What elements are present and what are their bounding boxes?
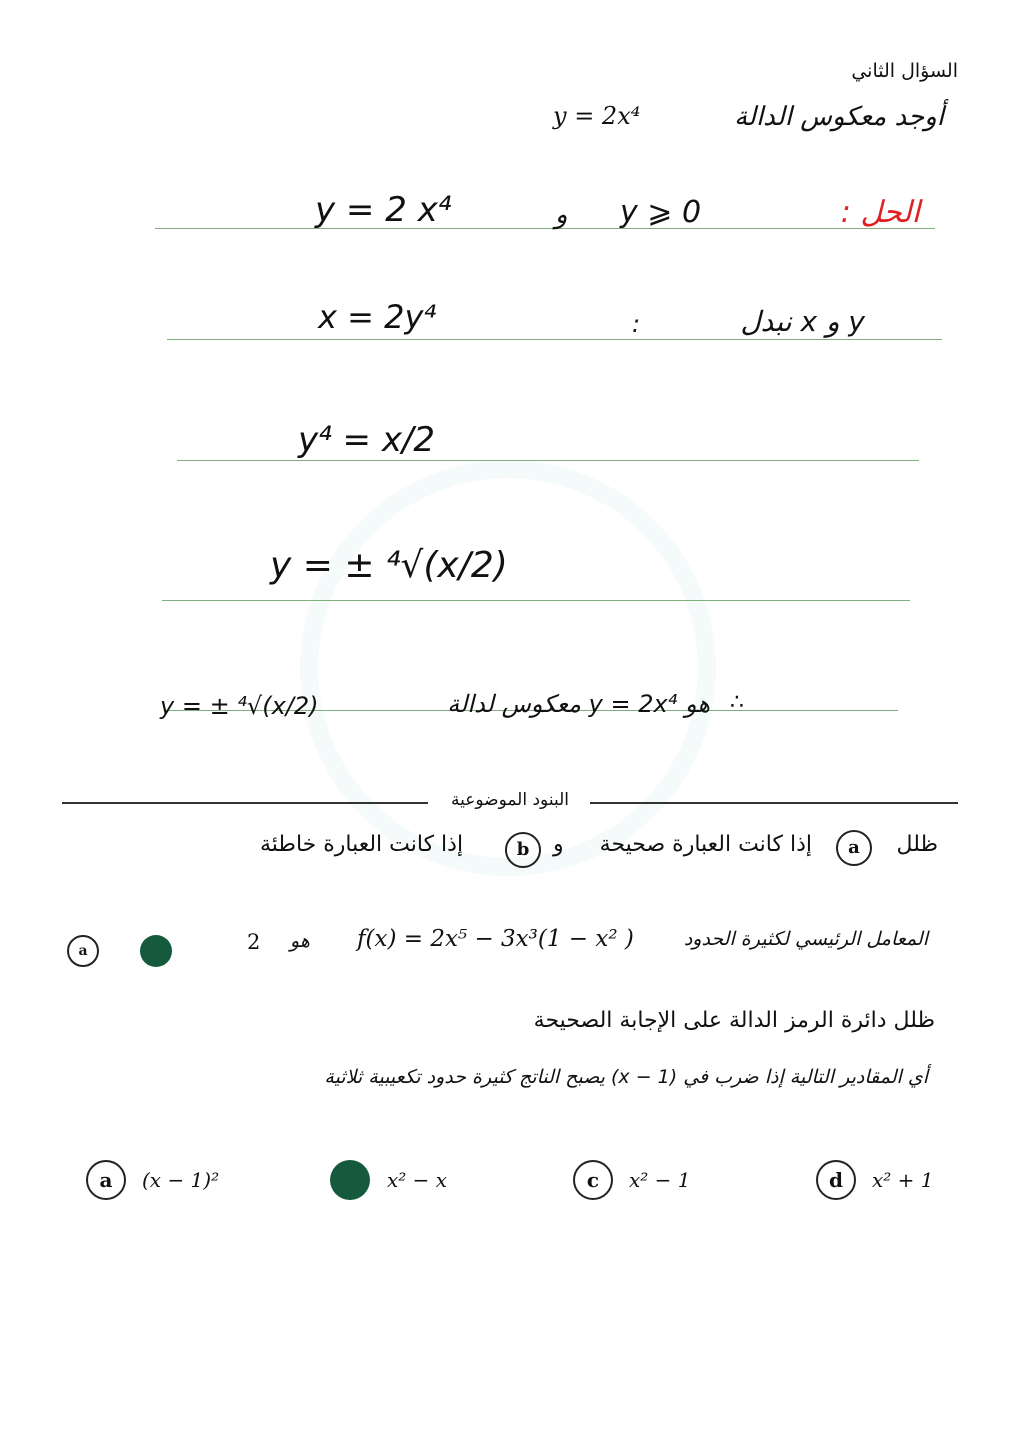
solution-line2-equation: x = 2y⁴	[318, 298, 437, 336]
solution-line1-equation: y = 2 x⁴	[315, 190, 452, 230]
choice-d-expression: x² + 1	[872, 1168, 934, 1192]
ruled-line-2	[167, 339, 942, 340]
choice-b-shaded-bubble[interactable]	[330, 1160, 370, 1200]
choice-c-circle[interactable]: c	[573, 1160, 613, 1200]
solution-line5-text: هو y = 2x⁴ معكوس لدالة	[447, 690, 710, 718]
ruled-line-1	[155, 228, 935, 229]
item1-shaded-bubble[interactable]	[140, 935, 172, 967]
question-prompt: أوجد معكوس الدالة	[734, 102, 944, 132]
tf-option-b-circle: b	[505, 832, 541, 868]
choice-a-expression: (x − 1)²	[142, 1168, 220, 1192]
section-title: البنود الموضوعية	[450, 790, 570, 810]
tf-instruction-and: و	[553, 832, 564, 857]
choice-d-circle[interactable]: d	[816, 1160, 856, 1200]
tf-option-a-circle: a	[836, 830, 872, 866]
solution-line2-note: y و x نبدل	[740, 305, 865, 338]
mcq-instruction: ظلل دائرة الرمز الدالة على الإجابة الصحيحة	[533, 1008, 935, 1033]
tf-instruction-true: إذا كانت العبارة صحيحة	[599, 832, 812, 857]
question-function: y = 2x⁴	[553, 102, 641, 130]
solution-label: الحل :	[840, 195, 920, 230]
item1-expression: ( f(x) = 2x⁵ − 3x³(1 − x²	[357, 926, 634, 952]
section-rule-left	[62, 802, 428, 804]
choice-b-expression: x² − x	[387, 1168, 448, 1192]
solution-line4-equation: y = ± ⁴√(x/2)	[270, 545, 508, 586]
item1-value: 2	[247, 930, 261, 954]
item1-answer-a-circle[interactable]: a	[67, 935, 99, 967]
tf-instruction-false: إذا كانت العبارة خاطئة	[260, 832, 464, 857]
tf-instruction-word: ظلل	[896, 832, 938, 857]
solution-line5-result: y = ± ⁴√(x/2)	[160, 692, 319, 720]
solution-line1-and: و	[555, 200, 568, 230]
solution-line2-colon: :	[632, 310, 641, 338]
question-heading: السؤال الثاني	[851, 60, 958, 82]
mcq-question: أي المقادير التالية إذا ضرب في (x − 1) يصبح الناتج كثيرة حدود تكعيبية ثلاثية	[324, 1066, 928, 1088]
ruled-line-3	[177, 460, 919, 461]
watermark-logo	[300, 460, 716, 876]
choice-c-expression: x² − 1	[629, 1168, 691, 1192]
solution-line3-equation: y⁴ = x/2	[298, 420, 436, 460]
solution-line1-condition: y ⩾ 0	[620, 195, 702, 230]
therefore-symbol: ∴	[730, 690, 744, 715]
section-rule-right	[590, 802, 958, 804]
ruled-line-4	[162, 600, 910, 601]
choice-a-circle[interactable]: a	[86, 1160, 126, 1200]
item1-is: هو	[290, 930, 310, 952]
item1-text: المعامل الرئيسي لكثيرة الحدود	[683, 928, 928, 950]
